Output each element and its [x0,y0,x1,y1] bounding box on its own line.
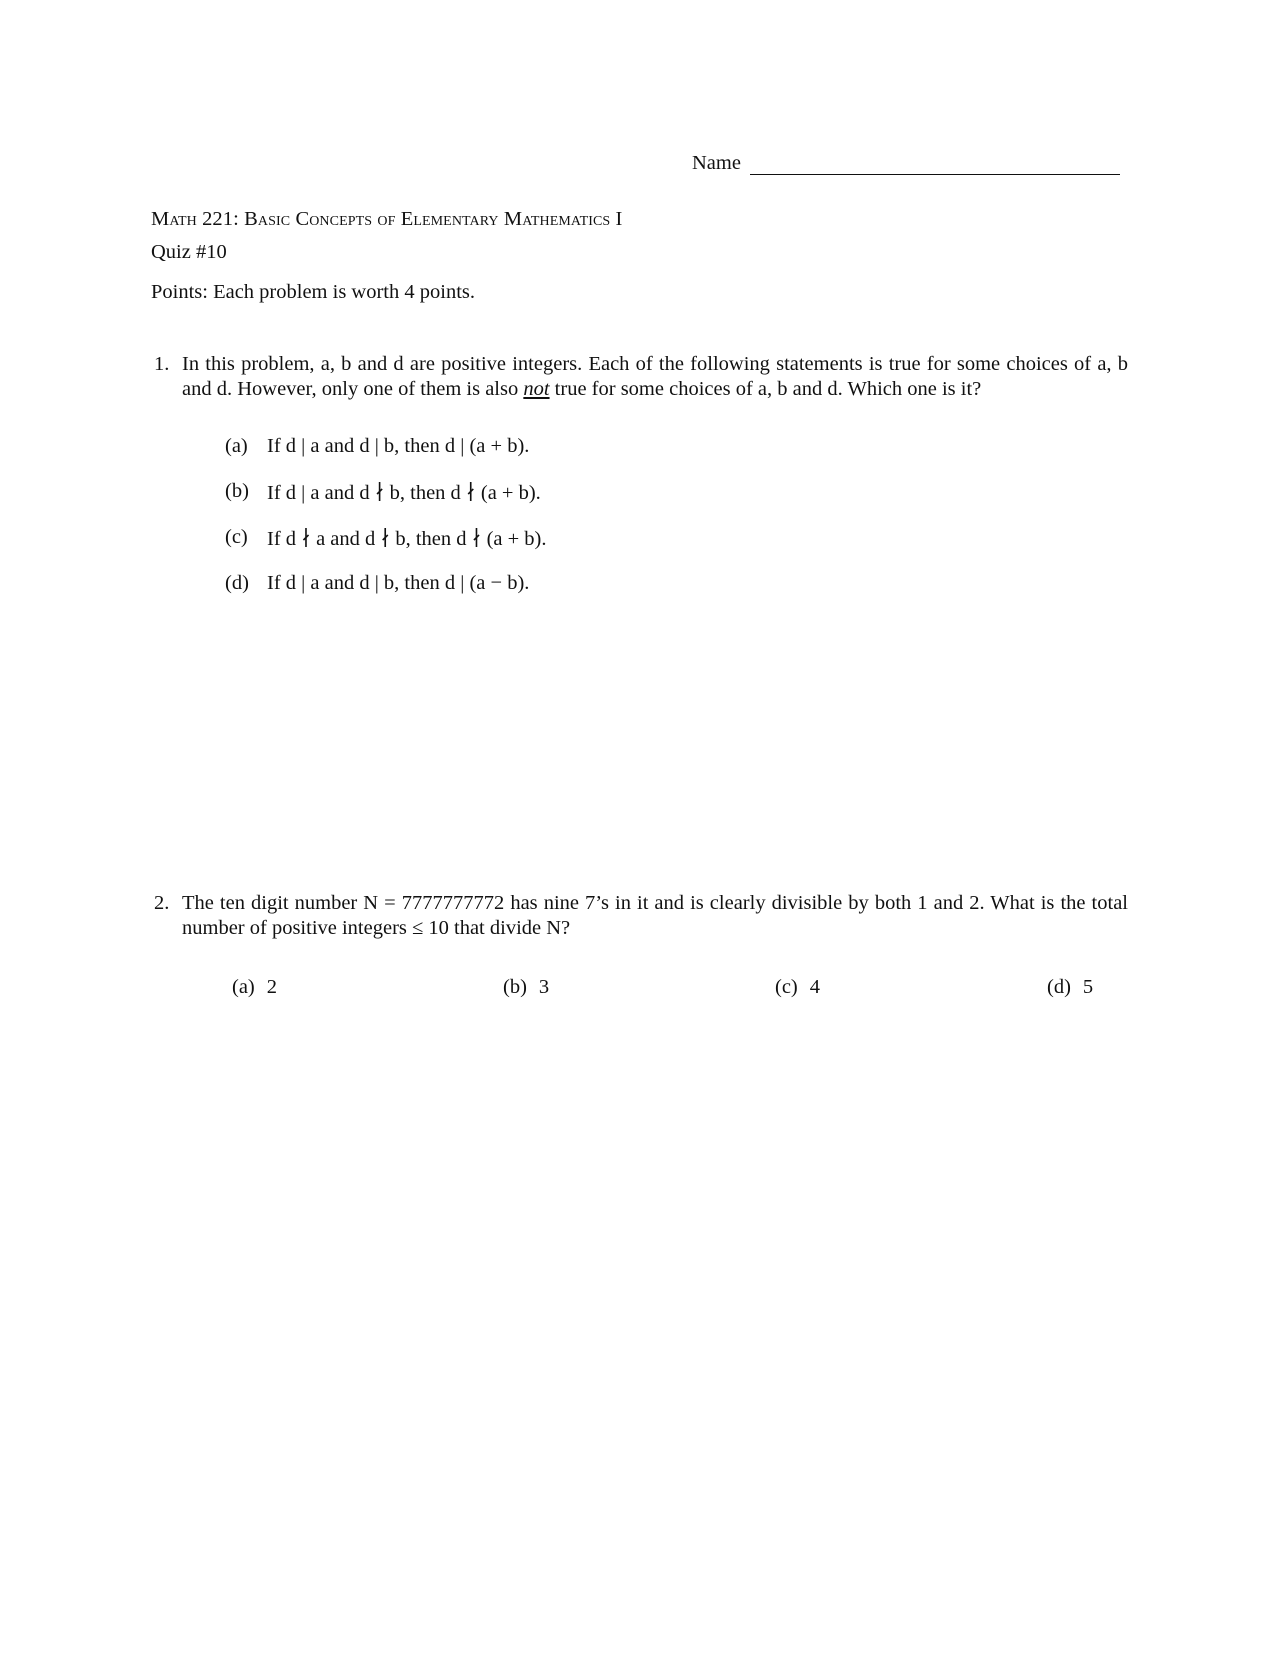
problem-1-option-c [225,526,547,551]
problem-1-option-b [225,480,541,505]
choice-value: 3 [538,976,550,998]
option-letter: (b) [225,480,249,502]
problem-1-not-word: not [523,378,550,400]
choice-value: 2 [266,976,278,998]
option-letter: (d) [225,572,249,594]
problem-2-choice-d [1047,976,1093,999]
option-text: If d | a and d | b, then d | (a − b). [267,572,530,594]
problem-2-choice-a [232,976,277,999]
choice-letter: (d) [1047,976,1071,998]
problem-1-text [182,352,1128,402]
problem-2-text: The ten digit number N = 7777777772 has nine 7’s in it and is clearly divisible by both 1 and 2. What is the total number of positive integers ≤ 10 that divide N? [182,892,1128,939]
problem-2 [154,891,1128,941]
name-blank-line [750,156,1120,175]
option-text: If d ∤ a and d ∤ b, then d ∤ (a + b). [267,528,547,550]
problem-2-choice-b [503,976,549,999]
problem-2-choice-c [775,976,820,999]
option-text: If d | a and d | b, then d | (a + b). [267,435,530,457]
choice-letter: (b) [503,976,527,998]
problem-1-number: 1. [154,353,170,375]
choice-letter: (a) [232,976,255,998]
course-title: Math 221: Basic Concepts of Elementary Mathematics I [151,208,623,230]
choice-value: 4 [809,976,821,998]
problem-1-text-part2: true for some choices of a, b and d. Which one is it? [549,378,982,400]
quiz-number: Quiz #10 [151,241,227,263]
option-text: If d | a and d ∤ b, then d ∤ (a + b). [267,482,541,504]
problem-1 [154,352,1128,402]
choice-letter: (c) [775,976,798,998]
option-letter: (c) [225,526,248,548]
problem-1-option-d [225,572,529,595]
problem-1-text-part1: In this problem, a, b and d are positive integers. Each of the following statements is true for some choices of a, b and d. However, only one of them is also [182,353,1128,400]
choice-value: 5 [1082,976,1094,998]
problem-1-option-a [225,435,529,458]
name-field [692,152,1120,175]
problem-2-number: 2. [154,892,170,914]
name-label: Name [692,152,741,174]
points-info: Points: Each problem is worth 4 points. [151,281,475,303]
option-letter: (a) [225,435,248,457]
